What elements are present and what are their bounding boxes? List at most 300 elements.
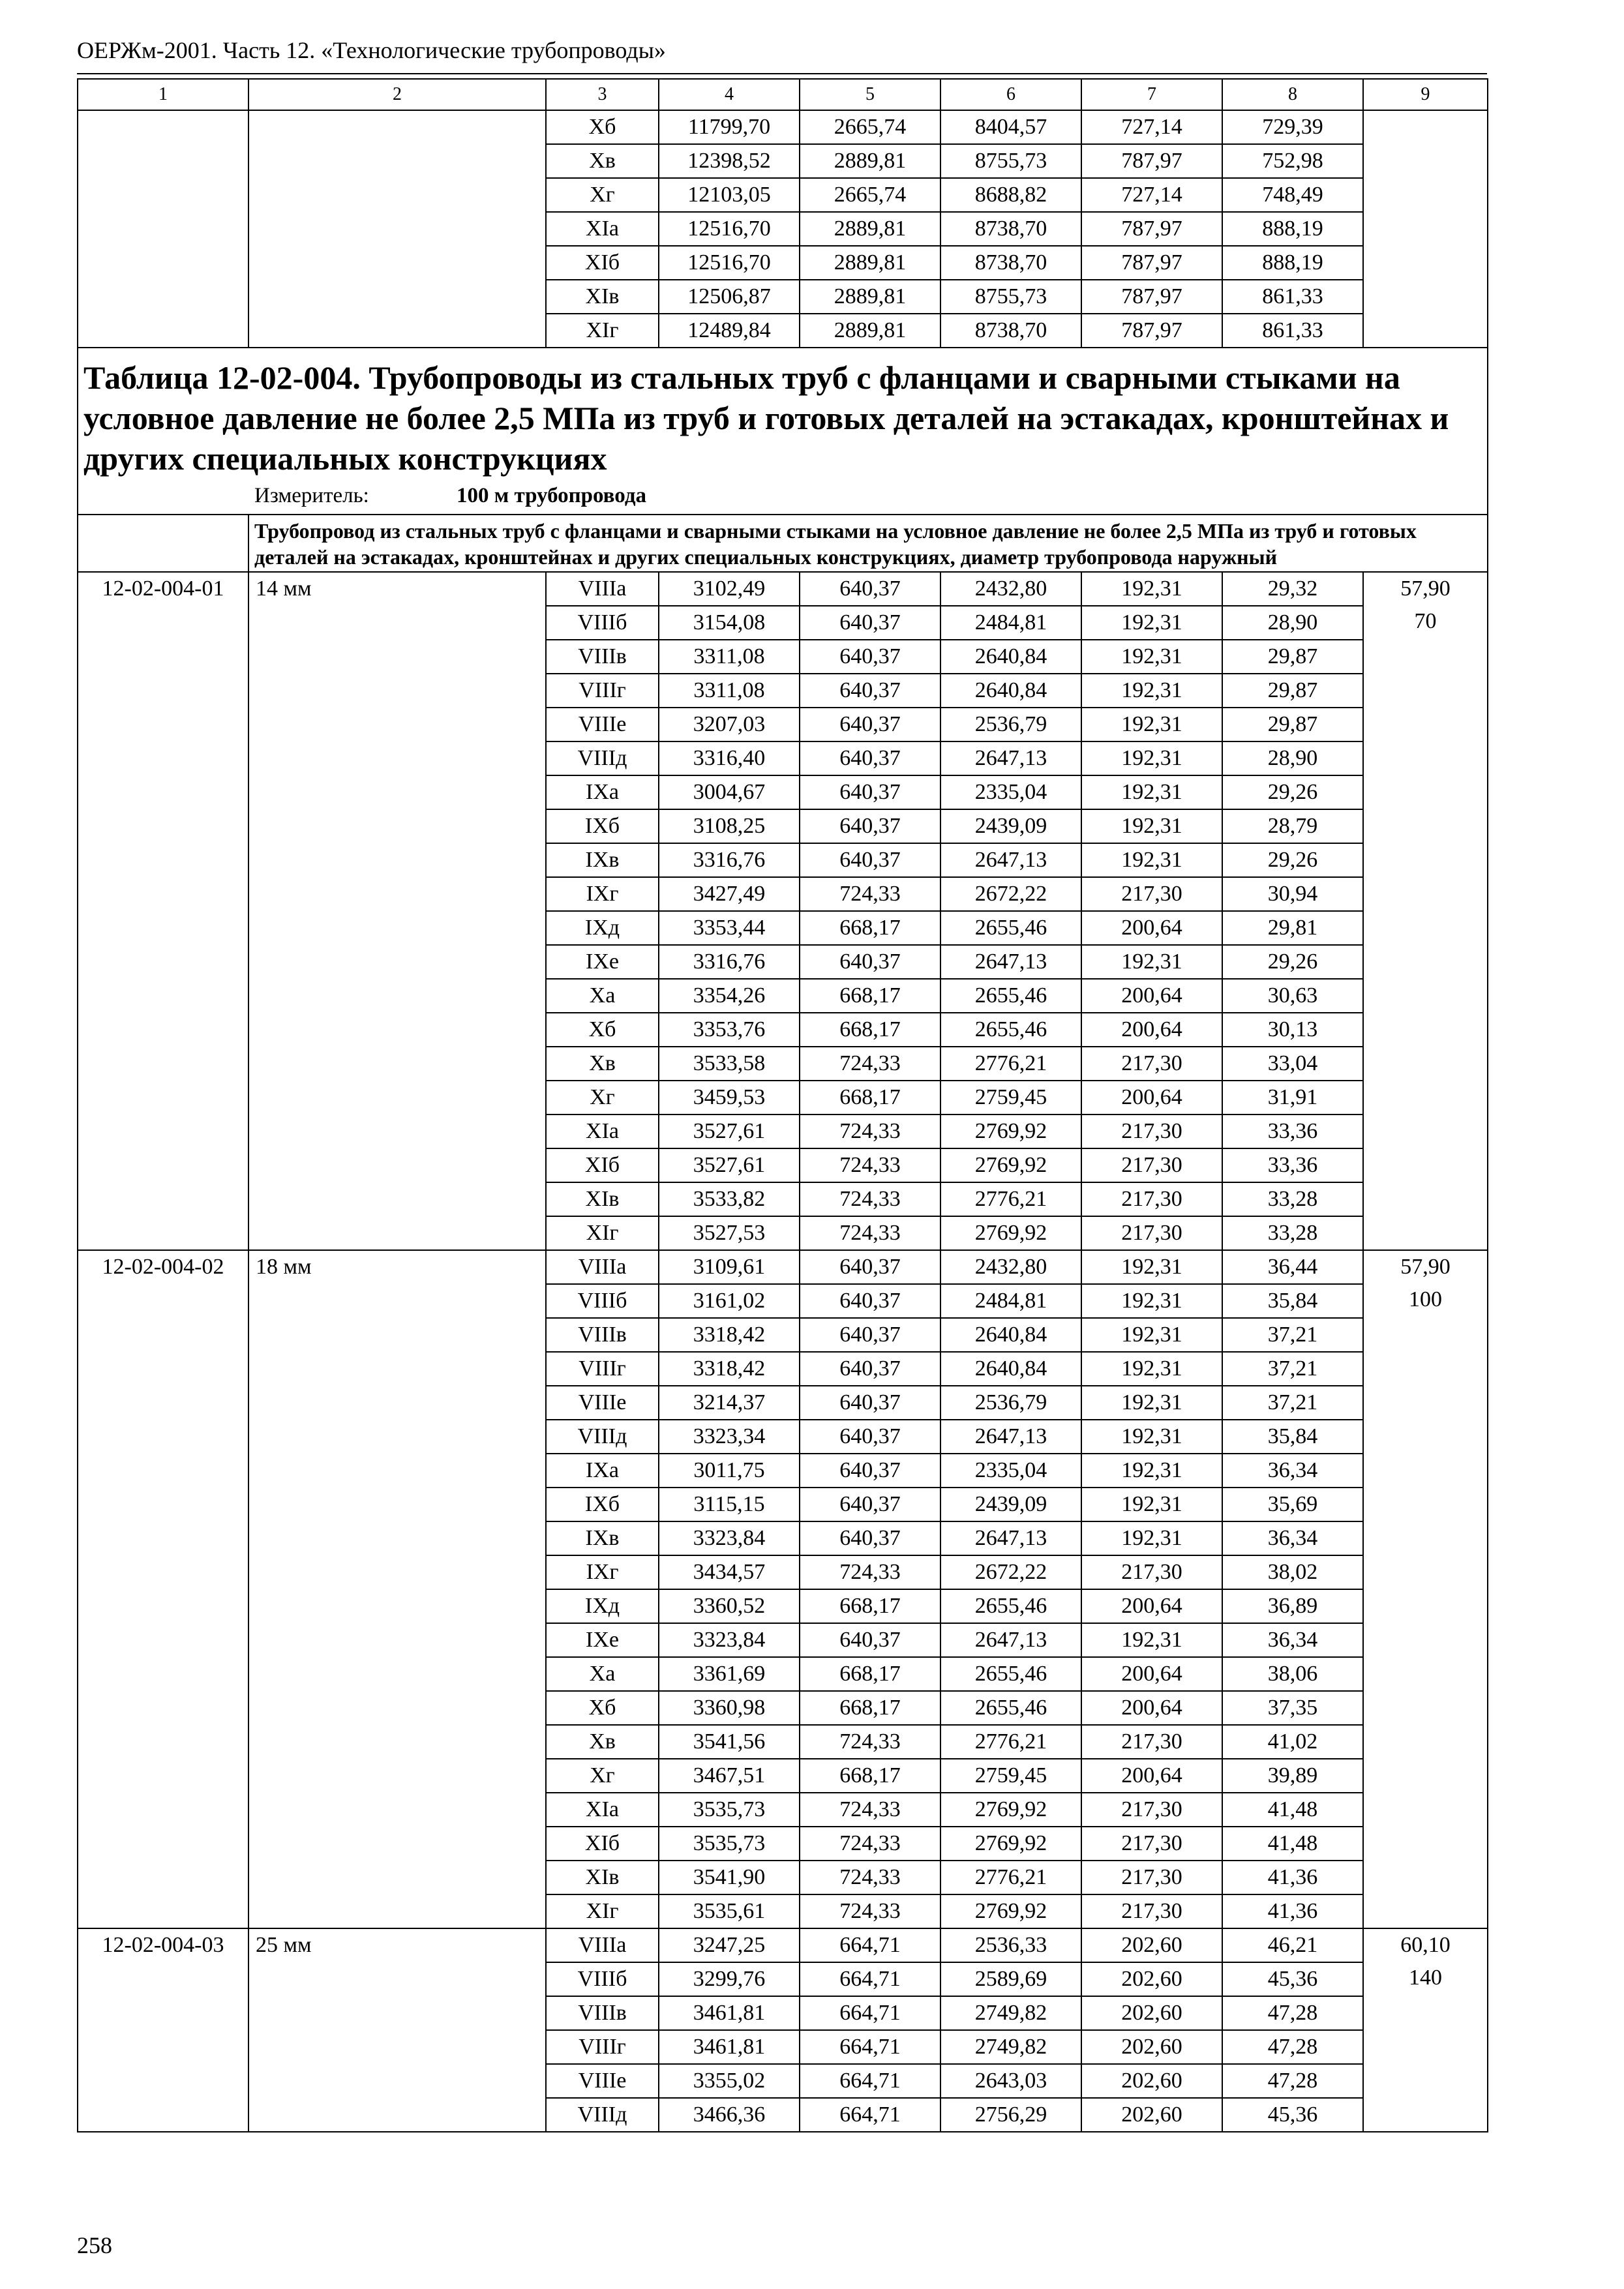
value-cell: Xб — [546, 110, 659, 144]
value-cell: 30,94 — [1222, 877, 1363, 911]
notes-value: 70 — [1414, 609, 1437, 633]
value-cell: 2759,45 — [940, 1759, 1081, 1793]
value-cell: IXд — [546, 1589, 659, 1623]
value-cell: 192,31 — [1081, 1488, 1222, 1521]
value-cell: 2655,46 — [940, 1589, 1081, 1623]
diameter-cell — [248, 110, 546, 348]
value-cell: XIг — [546, 1894, 659, 1928]
value-cell: 3353,76 — [659, 1013, 800, 1047]
table-row — [78, 572, 1488, 606]
value-cell: Xв — [546, 144, 659, 178]
rates-table — [77, 78, 1488, 2132]
value-cell: 217,30 — [1081, 1894, 1222, 1928]
value-cell: 3318,42 — [659, 1318, 800, 1352]
value-cell: VIIIв — [546, 1318, 659, 1352]
column-number-cell: 8 — [1222, 79, 1363, 110]
value-cell: 29,26 — [1222, 945, 1363, 979]
value-cell: XIб — [546, 246, 659, 280]
value-cell: 668,17 — [800, 1081, 940, 1115]
description-row — [78, 515, 1488, 572]
value-cell: VIIIд — [546, 2098, 659, 2132]
value-cell: 724,33 — [800, 1115, 940, 1148]
value-cell: 3316,76 — [659, 843, 800, 877]
notes-cell — [1363, 110, 1488, 348]
value-cell: 640,37 — [800, 606, 940, 640]
value-cell: Xа — [546, 1657, 659, 1691]
value-cell: Xг — [546, 1759, 659, 1793]
value-cell: VIIIг — [546, 2030, 659, 2064]
value-cell: 2749,82 — [940, 1996, 1081, 2030]
value-cell: 3011,75 — [659, 1454, 800, 1488]
value-cell: 2776,21 — [940, 1861, 1081, 1894]
meter-value: 100 м трубопровода — [457, 484, 647, 507]
value-cell: 192,31 — [1081, 1454, 1222, 1488]
value-cell: 640,37 — [800, 945, 940, 979]
value-cell: 2665,74 — [800, 110, 940, 144]
value-cell: 3527,61 — [659, 1115, 800, 1148]
value-cell: 38,06 — [1222, 1657, 1363, 1691]
value-cell: 29,87 — [1222, 674, 1363, 708]
column-number-cell: 9 — [1363, 79, 1488, 110]
table-title-cell — [78, 348, 1488, 515]
value-cell: 3102,49 — [659, 572, 800, 606]
value-cell: 2776,21 — [940, 1047, 1081, 1081]
value-cell: 35,84 — [1222, 1284, 1363, 1318]
value-cell: 724,33 — [800, 1725, 940, 1759]
value-cell: 640,37 — [800, 809, 940, 843]
value-cell: 640,37 — [800, 1352, 940, 1386]
column-number-cell: 7 — [1081, 79, 1222, 110]
value-cell: 2647,13 — [940, 741, 1081, 775]
value-cell: 3109,61 — [659, 1250, 800, 1284]
value-cell: 888,19 — [1222, 246, 1363, 280]
column-number-cell: 4 — [659, 79, 800, 110]
value-cell: 724,33 — [800, 1894, 940, 1928]
value-cell: 3461,81 — [659, 1996, 800, 2030]
value-cell: 2536,33 — [940, 1928, 1081, 1962]
value-cell: 787,97 — [1081, 212, 1222, 246]
value-cell: 3535,61 — [659, 1894, 800, 1928]
value-cell: 217,30 — [1081, 1047, 1222, 1081]
value-cell: IXг — [546, 1555, 659, 1589]
value-cell: 36,34 — [1222, 1521, 1363, 1555]
value-cell: VIIIе — [546, 708, 659, 741]
value-cell: Xг — [546, 178, 659, 212]
value-cell: 668,17 — [800, 1589, 940, 1623]
value-cell: 668,17 — [800, 979, 940, 1013]
column-number-cell: 3 — [546, 79, 659, 110]
code-cell — [78, 110, 248, 348]
value-cell: 2889,81 — [800, 246, 940, 280]
value-cell: 724,33 — [800, 1047, 940, 1081]
value-cell: 640,37 — [800, 1284, 940, 1318]
value-cell: 37,21 — [1222, 1318, 1363, 1352]
value-cell: 3207,03 — [659, 708, 800, 741]
value-cell: 752,98 — [1222, 144, 1363, 178]
value-cell: 192,31 — [1081, 1420, 1222, 1454]
column-number-cell: 5 — [800, 79, 940, 110]
value-cell: 8738,70 — [940, 212, 1081, 246]
value-cell: 640,37 — [800, 1318, 940, 1352]
table-title-row — [78, 348, 1488, 515]
value-cell: XIа — [546, 1115, 659, 1148]
value-cell: 30,13 — [1222, 1013, 1363, 1047]
value-cell: 33,36 — [1222, 1148, 1363, 1182]
code-cell: 12-02-004-02 — [78, 1250, 248, 1928]
value-cell: 12516,70 — [659, 246, 800, 280]
value-cell: 3535,73 — [659, 1827, 800, 1861]
value-cell: 47,28 — [1222, 2030, 1363, 2064]
value-cell: 664,71 — [800, 2030, 940, 2064]
value-cell: 3434,57 — [659, 1555, 800, 1589]
value-cell: 2647,13 — [940, 1521, 1081, 1555]
value-cell: 47,28 — [1222, 2064, 1363, 2098]
value-cell: 2672,22 — [940, 877, 1081, 911]
value-cell: 724,33 — [800, 1182, 940, 1216]
value-cell: 3466,36 — [659, 2098, 800, 2132]
value-cell: 2749,82 — [940, 2030, 1081, 2064]
value-cell: 888,19 — [1222, 212, 1363, 246]
value-cell: VIIIа — [546, 1928, 659, 1962]
value-cell: 2672,22 — [940, 1555, 1081, 1589]
value-cell: 664,71 — [800, 2098, 940, 2132]
value-cell: VIIIг — [546, 1352, 659, 1386]
value-cell: 29,32 — [1222, 572, 1363, 606]
value-cell: 202,60 — [1081, 2030, 1222, 2064]
value-cell: Xа — [546, 979, 659, 1013]
value-cell: 29,87 — [1222, 708, 1363, 741]
value-cell: 2769,92 — [940, 1216, 1081, 1250]
meter-label: Измеритель: — [254, 484, 369, 507]
description-cell: Трубопровод из стальных труб с фланцами и сварными стыками на условное давление не более 2,5 МПа из труб и готовых деталей на эстакадах, кронштейнах и других специальных конструкциях, диаметр трубопровода наружный — [248, 515, 1488, 572]
value-cell: 2776,21 — [940, 1182, 1081, 1216]
value-cell: 217,30 — [1081, 1148, 1222, 1182]
value-cell: 3360,98 — [659, 1691, 800, 1725]
value-cell: 2655,46 — [940, 1691, 1081, 1725]
value-cell: 787,97 — [1081, 280, 1222, 314]
diameter-cell: 25 мм — [248, 1928, 546, 2132]
value-cell: 192,31 — [1081, 843, 1222, 877]
value-cell: IXа — [546, 1454, 659, 1488]
value-cell: 29,87 — [1222, 640, 1363, 674]
value-cell: 41,36 — [1222, 1894, 1363, 1928]
value-cell: 2439,09 — [940, 809, 1081, 843]
value-cell: 35,69 — [1222, 1488, 1363, 1521]
value-cell: 3311,08 — [659, 640, 800, 674]
value-cell: 8738,70 — [940, 314, 1081, 348]
value-cell: XIб — [546, 1827, 659, 1861]
value-cell: 8755,73 — [940, 280, 1081, 314]
value-cell: 2647,13 — [940, 843, 1081, 877]
value-cell: 664,71 — [800, 1962, 940, 1996]
column-number-cell: 2 — [248, 79, 546, 110]
value-cell: 2889,81 — [800, 314, 940, 348]
value-cell: XIг — [546, 1216, 659, 1250]
value-cell: 2335,04 — [940, 775, 1081, 809]
value-cell: IXб — [546, 1488, 659, 1521]
value-cell: 3214,37 — [659, 1386, 800, 1420]
value-cell: IXа — [546, 775, 659, 809]
value-cell: 36,34 — [1222, 1454, 1363, 1488]
value-cell: 2439,09 — [940, 1488, 1081, 1521]
value-cell: 192,31 — [1081, 1352, 1222, 1386]
value-cell: 2759,45 — [940, 1081, 1081, 1115]
value-cell: 192,31 — [1081, 572, 1222, 606]
value-cell: 724,33 — [800, 1216, 940, 1250]
value-cell: 12489,84 — [659, 314, 800, 348]
value-cell: 2432,80 — [940, 1250, 1081, 1284]
notes-value: 57,90 — [1400, 1255, 1451, 1279]
value-cell: 192,31 — [1081, 1521, 1222, 1555]
value-cell: 2889,81 — [800, 280, 940, 314]
value-cell: 3461,81 — [659, 2030, 800, 2064]
value-cell: 217,30 — [1081, 1725, 1222, 1759]
value-cell: 3527,53 — [659, 1216, 800, 1250]
value-cell: 2432,80 — [940, 572, 1081, 606]
value-cell: 200,64 — [1081, 1657, 1222, 1691]
value-cell: 2640,84 — [940, 674, 1081, 708]
value-cell: 33,28 — [1222, 1182, 1363, 1216]
value-cell: 2776,21 — [940, 1725, 1081, 1759]
value-cell: 29,26 — [1222, 843, 1363, 877]
value-cell: 729,39 — [1222, 110, 1363, 144]
value-cell: 3108,25 — [659, 809, 800, 843]
value-cell: 38,02 — [1222, 1555, 1363, 1589]
value-cell: 12398,52 — [659, 144, 800, 178]
value-cell: 724,33 — [800, 877, 940, 911]
value-cell: VIIIд — [546, 1420, 659, 1454]
value-cell: 861,33 — [1222, 314, 1363, 348]
value-cell: 36,34 — [1222, 1623, 1363, 1657]
value-cell: 202,60 — [1081, 2098, 1222, 2132]
notes-value: 140 — [1409, 1966, 1442, 1990]
value-cell: 3247,25 — [659, 1928, 800, 1962]
value-cell: 3361,69 — [659, 1657, 800, 1691]
value-cell: 12103,05 — [659, 178, 800, 212]
value-cell: VIIIа — [546, 572, 659, 606]
value-cell: 28,79 — [1222, 809, 1363, 843]
value-cell: 8755,73 — [940, 144, 1081, 178]
value-cell: 2655,46 — [940, 979, 1081, 1013]
value-cell: 2665,74 — [800, 178, 940, 212]
value-cell: VIIIд — [546, 741, 659, 775]
value-cell: 41,36 — [1222, 1861, 1363, 1894]
value-cell: 2640,84 — [940, 1318, 1081, 1352]
value-cell: 37,21 — [1222, 1352, 1363, 1386]
value-cell: 33,28 — [1222, 1216, 1363, 1250]
value-cell: 640,37 — [800, 1488, 940, 1521]
value-cell: 2647,13 — [940, 945, 1081, 979]
value-cell: 3459,53 — [659, 1081, 800, 1115]
value-cell: 3323,34 — [659, 1420, 800, 1454]
table-row — [78, 110, 1488, 144]
value-cell: 29,81 — [1222, 911, 1363, 945]
value-cell: IXд — [546, 911, 659, 945]
value-cell: IXг — [546, 877, 659, 911]
value-cell: 217,30 — [1081, 877, 1222, 911]
value-cell: 668,17 — [800, 1691, 940, 1725]
code-cell: 12-02-004-03 — [78, 1928, 248, 2132]
value-cell: 3355,02 — [659, 2064, 800, 2098]
value-cell: 217,30 — [1081, 1861, 1222, 1894]
table-row — [78, 1928, 1488, 1962]
value-cell: VIIIе — [546, 1386, 659, 1420]
value-cell: 202,60 — [1081, 1962, 1222, 1996]
value-cell: 200,64 — [1081, 1759, 1222, 1793]
value-cell: 640,37 — [800, 1623, 940, 1657]
value-cell: 192,31 — [1081, 945, 1222, 979]
value-cell: IXе — [546, 1623, 659, 1657]
value-cell: 2889,81 — [800, 144, 940, 178]
value-cell: Xб — [546, 1013, 659, 1047]
value-cell: 35,84 — [1222, 1420, 1363, 1454]
value-cell: 3316,76 — [659, 945, 800, 979]
value-cell: 45,36 — [1222, 1962, 1363, 1996]
value-cell: VIIIв — [546, 640, 659, 674]
value-cell: 3316,40 — [659, 741, 800, 775]
value-cell: 200,64 — [1081, 1081, 1222, 1115]
value-cell: 2769,92 — [940, 1793, 1081, 1827]
value-cell: 3541,90 — [659, 1861, 800, 1894]
value-cell: 30,63 — [1222, 979, 1363, 1013]
value-cell: 2640,84 — [940, 1352, 1081, 1386]
value-cell: 202,60 — [1081, 2064, 1222, 2098]
value-cell: 640,37 — [800, 741, 940, 775]
value-cell: 11799,70 — [659, 110, 800, 144]
page-number: 258 — [77, 2232, 112, 2258]
value-cell: 192,31 — [1081, 640, 1222, 674]
value-cell: 727,14 — [1081, 110, 1222, 144]
value-cell: 861,33 — [1222, 280, 1363, 314]
value-cell: 727,14 — [1081, 178, 1222, 212]
value-cell: VIIIг — [546, 674, 659, 708]
value-cell: 3541,56 — [659, 1725, 800, 1759]
value-cell: 668,17 — [800, 1759, 940, 1793]
page-header: ОЕРЖм-2001. Часть 12. «Технологические трубопроводы» — [77, 37, 666, 63]
value-cell: 724,33 — [800, 1793, 940, 1827]
value-cell: 192,31 — [1081, 606, 1222, 640]
value-cell: 202,60 — [1081, 1928, 1222, 1962]
value-cell: 217,30 — [1081, 1555, 1222, 1589]
value-cell: 640,37 — [800, 1386, 940, 1420]
value-cell: VIIIб — [546, 1284, 659, 1318]
value-cell: 192,31 — [1081, 775, 1222, 809]
value-cell: 36,44 — [1222, 1250, 1363, 1284]
value-cell: 640,37 — [800, 843, 940, 877]
value-cell: 192,31 — [1081, 1623, 1222, 1657]
value-cell: 28,90 — [1222, 606, 1363, 640]
value-cell: 668,17 — [800, 1013, 940, 1047]
value-cell: IXб — [546, 809, 659, 843]
value-cell: VIIIа — [546, 1250, 659, 1284]
value-cell: 2647,13 — [940, 1420, 1081, 1454]
value-cell: 200,64 — [1081, 979, 1222, 1013]
value-cell: 724,33 — [800, 1555, 940, 1589]
value-cell: 192,31 — [1081, 741, 1222, 775]
value-cell: 200,64 — [1081, 1691, 1222, 1725]
value-cell: 787,97 — [1081, 314, 1222, 348]
notes-value: 60,10 — [1400, 1933, 1451, 1957]
value-cell: 3535,73 — [659, 1793, 800, 1827]
value-cell: 192,31 — [1081, 708, 1222, 741]
value-cell: 2647,13 — [940, 1623, 1081, 1657]
value-cell: 787,97 — [1081, 246, 1222, 280]
value-cell: Xв — [546, 1725, 659, 1759]
value-cell: 200,64 — [1081, 1013, 1222, 1047]
value-cell: 8404,57 — [940, 110, 1081, 144]
value-cell: 2655,46 — [940, 911, 1081, 945]
value-cell: 192,31 — [1081, 809, 1222, 843]
value-cell: IXе — [546, 945, 659, 979]
value-cell: 3323,84 — [659, 1521, 800, 1555]
value-cell: 3154,08 — [659, 606, 800, 640]
value-cell: 2655,46 — [940, 1657, 1081, 1691]
value-cell: 2655,46 — [940, 1013, 1081, 1047]
value-cell: 2536,79 — [940, 708, 1081, 741]
value-cell: 3527,61 — [659, 1148, 800, 1182]
column-number-cell: 6 — [940, 79, 1081, 110]
value-cell: 3161,02 — [659, 1284, 800, 1318]
value-cell: 724,33 — [800, 1148, 940, 1182]
value-cell: 3311,08 — [659, 674, 800, 708]
value-cell: 640,37 — [800, 1250, 940, 1284]
value-cell: Xв — [546, 1047, 659, 1081]
value-cell: 787,97 — [1081, 144, 1222, 178]
value-cell: 12516,70 — [659, 212, 800, 246]
value-cell: 640,37 — [800, 674, 940, 708]
value-cell: 640,37 — [800, 1420, 940, 1454]
value-cell: 668,17 — [800, 1657, 940, 1691]
value-cell: 3427,49 — [659, 877, 800, 911]
value-cell: VIIIе — [546, 2064, 659, 2098]
value-cell: IXв — [546, 843, 659, 877]
value-cell: 37,35 — [1222, 1691, 1363, 1725]
value-cell: 640,37 — [800, 640, 940, 674]
value-cell: 217,30 — [1081, 1827, 1222, 1861]
table-row — [78, 1250, 1488, 1284]
table-title: Таблица 12-02-004. Трубопроводы из стальных труб с фланцами и сварными стыками на условное давление не более 2,5 МПа из труб и готовых деталей на эстакадах, кронштейнах и других специальных конструкциях — [83, 359, 1449, 477]
value-cell: 2756,29 — [940, 2098, 1081, 2132]
notes-value: 100 — [1409, 1287, 1442, 1311]
value-cell: 37,21 — [1222, 1386, 1363, 1420]
value-cell: 3323,84 — [659, 1623, 800, 1657]
value-cell: 2769,92 — [940, 1827, 1081, 1861]
value-cell: XIв — [546, 280, 659, 314]
value-cell: 41,02 — [1222, 1725, 1363, 1759]
value-cell: 31,91 — [1222, 1081, 1363, 1115]
value-cell: 46,21 — [1222, 1928, 1363, 1962]
value-cell: 3354,26 — [659, 979, 800, 1013]
value-cell: XIв — [546, 1861, 659, 1894]
value-cell: XIв — [546, 1182, 659, 1216]
diameter-cell: 18 мм — [248, 1250, 546, 1928]
value-cell: 3533,58 — [659, 1047, 800, 1081]
value-cell: 2889,81 — [800, 212, 940, 246]
notes-cell — [1363, 1250, 1488, 1928]
value-cell: 3004,67 — [659, 775, 800, 809]
value-cell: 217,30 — [1081, 1216, 1222, 1250]
value-cell: 39,89 — [1222, 1759, 1363, 1793]
value-cell: 640,37 — [800, 572, 940, 606]
value-cell: 640,37 — [800, 1521, 940, 1555]
value-cell: 3533,82 — [659, 1182, 800, 1216]
value-cell: 668,17 — [800, 911, 940, 945]
code-cell: 12-02-004-01 — [78, 572, 248, 1250]
value-cell: 2484,81 — [940, 606, 1081, 640]
value-cell: 724,33 — [800, 1827, 940, 1861]
value-cell: 12506,87 — [659, 280, 800, 314]
notes-cell — [1363, 572, 1488, 1250]
